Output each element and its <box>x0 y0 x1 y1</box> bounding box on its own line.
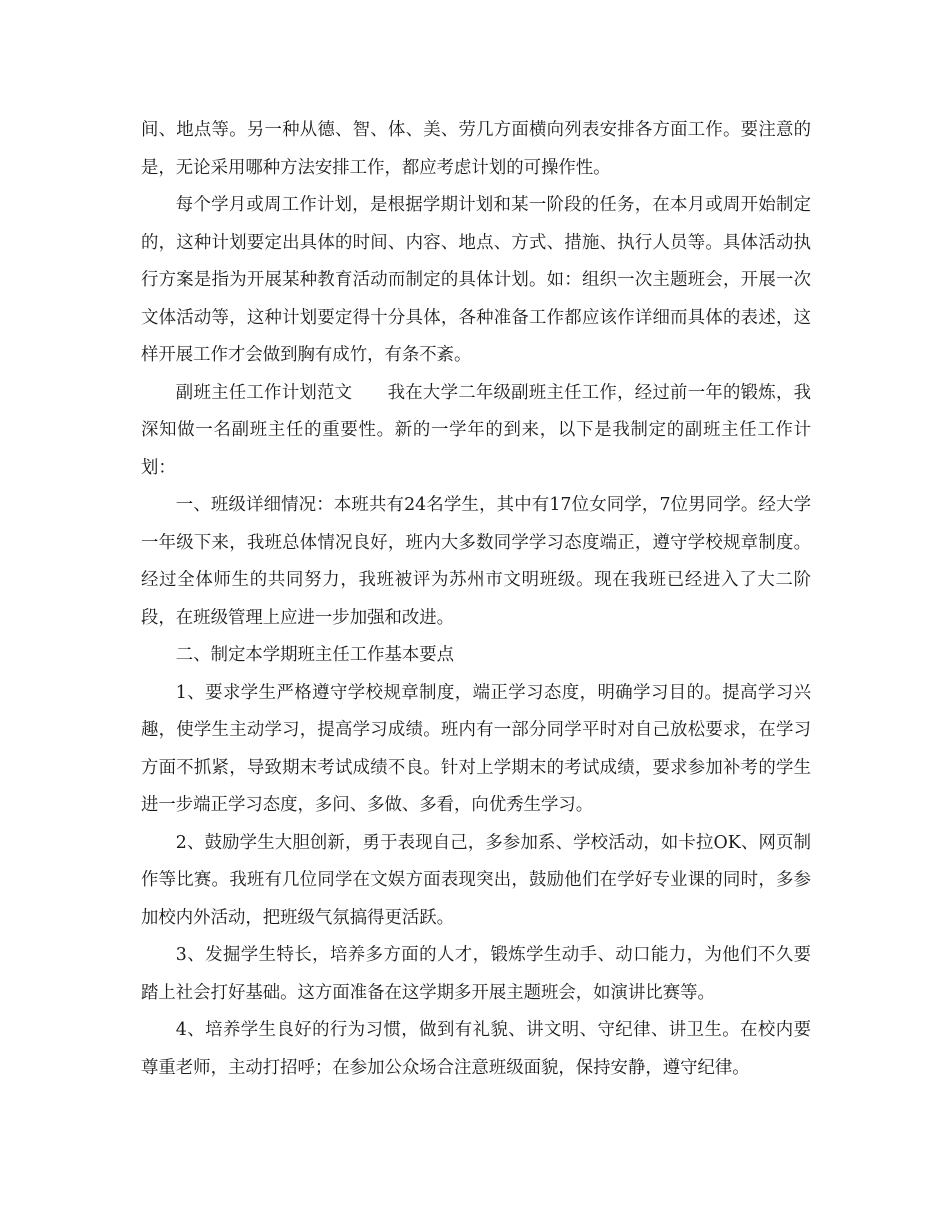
paragraph-3: 副班主任工作计划范文 我在大学二年级副班主任工作，经过前一年的锻炼，我深知做一名副班主任的重要性。新的一学年的到来，以下是我制定的副班主任工作计划： <box>141 382 811 478</box>
paragraph-9: 4、培养学生良好的行为习惯，做到有礼貌、讲文明、守纪律、讲卫生。在校内要尊重老师，主动打招呼；在参加公众场合注意班级面貌，保持安静，遵守纪律。 <box>141 1020 811 1078</box>
paragraph-2: 每个学月或周工作计划，是根据学期计划和某一阶段的任务，在本月或周开始制定的，这种计划要定出具体的时间、内容、地点、方式、措施、执行人员等。具体活动执行方案是指为开展某种教育活动而制定的具体计划。如：组织一次主题班会，开展一次文体活动等，这种计划要定得十分具体，各种准备工作都应该作详细而具体的表述，这样开展工作才会做到胸有成竹，有条不紊。 <box>141 195 811 365</box>
paragraph-5: 二、制定本学期班主任工作基本要点 <box>175 645 455 665</box>
document-body <box>141 112 811 1087</box>
paragraph-8: 3、发掘学生特长，培养多方面的人才，锻炼学生动手、动口能力，为他们不久要踏上社会打好基础。这方面准备在这学期多开展主题班会，如演讲比赛等。 <box>141 945 811 1003</box>
paragraph-1: 间、地点等。另一种从德、智、体、美、劳几方面横向列表安排各方面工作。要注意的是，无论采用哪种方法安排工作，都应考虑计划的可操作性。 <box>141 120 811 178</box>
paragraph-6: 1、要求学生严格遵守学校规章制度，端正学习态度，明确学习目的。提高学习兴趣，使学生主动学习，提高学习成绩。班内有一部分同学平时对自己放松要求，在学习方面不抓紧，导致期末考试成绩不良。针对上学期末的考试成绩，要求参加补考的学生进一步端正学习态度，多问、多做、多看，向优秀生学习。 <box>141 682 811 815</box>
paragraph-7: 2、鼓励学生大胆创新，勇于表现自己，多参加系、学校活动，如卡拉OK、网页制作等比赛。我班有几位同学在文娱方面表现突出，鼓励他们在学好专业课的同时，多参加校内外活动，把班级气氛搞得更活跃。 <box>141 832 811 928</box>
paragraph-4: 一、班级详细情况：本班共有24名学生，其中有17位女同学，7位男同学。经大学一年级下来，我班总体情况良好，班内大多数同学学习态度端正，遵守学校规章制度。经过全体师生的共同努力，我班被评为苏州市文明班级。现在我班已经进入了大二阶段，在班级管理上应进一步加强和改进。 <box>141 495 811 628</box>
